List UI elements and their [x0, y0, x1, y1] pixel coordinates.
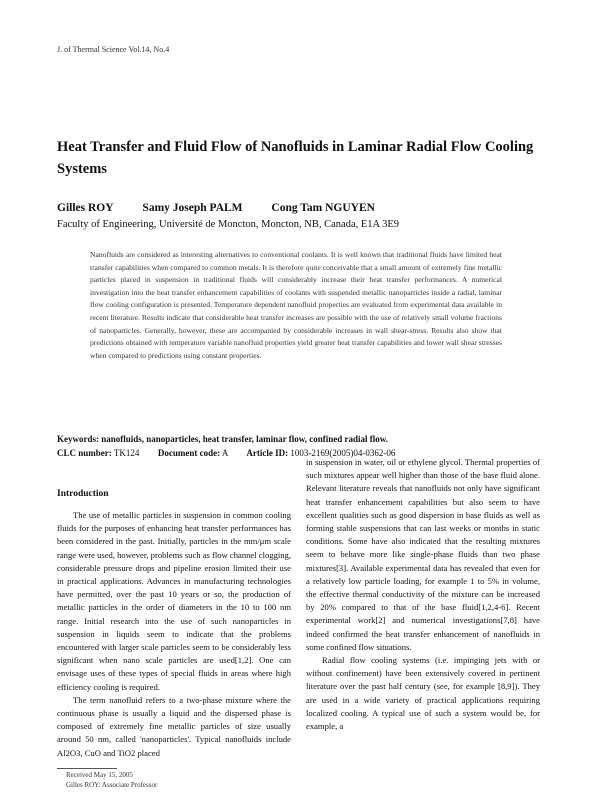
document-code-label: Document code:	[157, 448, 221, 458]
abstract: Nanofluids are considered as interesting alternatives to conventional coolants. It is well known that traditional fluids have limited heat transfer capabilities when compared to common metals. It is therefore quite conceivable that a small amount of extremely fine metallic particles placed in suspension in traditional fluids will considerably increase their heat transfer performances. A numerical investigation into the heat transfer enhancement capabilities of coolants with suspended metallic nanoparticles inside a radial, laminar flow cooling configuration is presented. Temperature dependent nanofluid properties are evaluated from experimental data available in recent literature. Results indicate that considerable heat transfer increases are possible with the use of relatively small volume fractions of nanoparticles. Generally, however, these are accompanied by considerable increases in wall shear-stress. Results also show that predictions obtained with temperature variable nanofluid properties yield greater heat transfer capabilities and lower wall shear stresses when compared to predictions using constant properties.	[90, 250, 502, 360]
affiliation: Faculty of Engineering, Université de Moncton, Moncton, NB, Canada, E1A 3E9	[57, 219, 400, 230]
body-paragraph: in suspension in water, oil or ethylene glycol. Thermal properties of such mixtures appear well higher than those of the base fluid alone. Relevant literature reveals that nanofluids not only have significant heat transfer enhancement capabilities but also seem to have excellent qualities such as good dispersion in base fluids as well as forming stable suspensions that can last weeks or months in static conditions. Some have also indicated that the resulting mixtures seem to behave more like single-phase fluids than two phase mixtures[3]. Available experimental data has revealed that even for a relatively low particle loading, for example 1 to 5% in volume, the effective thermal conductivity of the mixture can be increased by 20% compared to that of the base fluid[1,2,4-6]. Recent experimental work[2] and numerical investigations[7,8] have indeed confirmed the heat transfer enhancement of nanofluids in some confined flow situations.	[306, 457, 540, 652]
author-name: Gilles ROY	[57, 202, 114, 214]
article-id-value: 1003-2169(2005)04-0362-06	[290, 448, 396, 458]
paper-title: Heat Transfer and Fluid Flow of Nanofluids in Laminar Radial Flow Cooling Systems	[57, 139, 534, 177]
footnote-author: Gilles ROY: Associate Professor	[66, 781, 158, 789]
clc-value: TK124	[113, 448, 140, 458]
body-paragraph: The use of metallic particles in suspension in common cooling fluids for the purposes of enhancing heat transfer performances has been considered in the past. Initially, particles in the mm/μm scale range were used, however, problems such as flow channel clogging, considerable pressure drops and pipeline erosion limited their use in practical applications. Advances in manufacturing technologies have permitted, over the past 10 years or so, the production of metallic particles in the order of diameters in the 10 to 100 nm range. Initial research into the use of such nanoparticles in suspension in liquids seem to indicate that the problems encountered with larger scale particles seem to be considerably less significant when nano scale particles are used[1,2]. One can envisage uses of these types of special fluids in areas where high efficiency cooling is required.	[57, 510, 291, 692]
left-column	[57, 509, 291, 760]
author-name: Cong Tam NGUYEN	[271, 202, 375, 214]
body-paragraph: Radial flow cooling systems (i.e. impinging jets with or without confinement) have been extensively covered in pertinent literature over the past half century (see, for example [8,9]). They are used in a wide variety of practical applications requiring localized cooling. A typical use of such a system would be, for example, a	[306, 655, 540, 732]
keywords: Keywords: nanofluids, nanoparticles, heat transfer, laminar flow, confined radial flow.	[57, 434, 389, 444]
author-list	[57, 202, 537, 214]
footnote-received: Received May 15, 2005	[66, 771, 133, 779]
article-id-label: Article ID:	[246, 448, 289, 458]
right-column	[306, 456, 540, 733]
author-name: Samy Joseph PALM	[142, 202, 243, 214]
section-heading: Introduction	[57, 489, 109, 499]
clc-label: CLC number:	[57, 448, 112, 458]
journal-header: J. of Thermal Science Vol.14, No.4	[57, 45, 170, 54]
document-code-value: A	[221, 448, 228, 458]
body-paragraph: The term nanofluid refers to a two-phase mixture where the continuous phase is usually a liquid and the dispersed phase is composed of extremely fine metallic particles of size usually around 50 nm, called 'nanoparticles'. Typical nanofluids include Al2O3, CuO and TiO2 placed	[57, 694, 291, 758]
footnote-divider	[57, 768, 117, 769]
